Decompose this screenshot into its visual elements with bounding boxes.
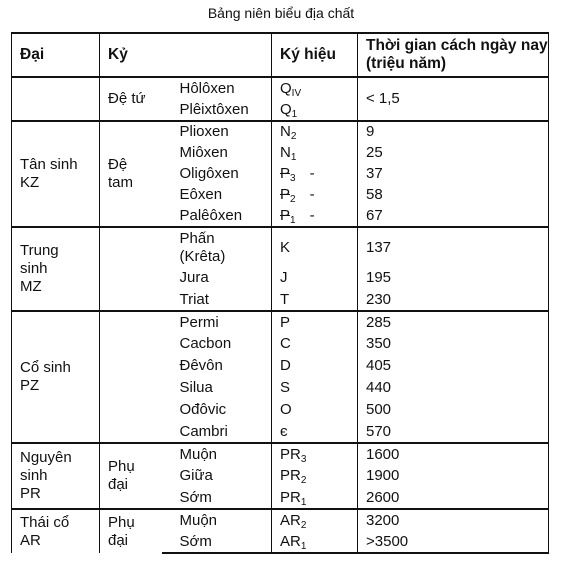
- subperiod-name: Sớm: [179, 532, 212, 550]
- symbol-subscript: 2: [300, 475, 307, 487]
- era-cell: [12, 227, 100, 311]
- symbol-letter: P: [280, 206, 291, 224]
- subperiod-cell: [162, 443, 272, 465]
- time-cell: 1900: [358, 465, 549, 487]
- period-line: Phụ: [108, 513, 135, 531]
- symbol-letter: K: [280, 238, 291, 256]
- subperiod-name: Palêôxen: [179, 206, 243, 224]
- subperiod-cell: [162, 121, 272, 142]
- subperiod-name: Plêixtôxen: [179, 100, 249, 118]
- symbol-subscript: 1: [291, 108, 298, 120]
- symbol-cell: [272, 465, 358, 487]
- subperiod-cell: [162, 421, 272, 443]
- era-line: Thái cổ: [20, 513, 70, 531]
- symbol-cell: [272, 184, 358, 205]
- subperiod-cell: [162, 377, 272, 399]
- subperiod-cell: [162, 142, 272, 163]
- subperiod-cell: [162, 531, 272, 553]
- symbol-subscript: 2: [290, 131, 297, 143]
- symbol-letter: AR: [280, 511, 301, 529]
- symbol-cell: [272, 377, 358, 399]
- period-line: đại: [108, 531, 129, 549]
- symbol-letter: C: [280, 335, 291, 353]
- time-cell: 58: [358, 184, 549, 205]
- subperiod-name: Sớm: [179, 488, 212, 506]
- symbol-cell: [272, 421, 358, 443]
- era-cell: [12, 121, 100, 227]
- symbol-dash: -: [309, 185, 315, 203]
- period-cell: [100, 121, 162, 227]
- era-line: Tân sinh: [20, 156, 78, 174]
- period-cell: [100, 311, 162, 443]
- subperiod-cell: [162, 311, 272, 333]
- table-row: [12, 311, 549, 333]
- symbol-letter: P: [280, 185, 291, 203]
- symbol-letter: PR: [280, 488, 301, 506]
- header-row: [12, 33, 549, 77]
- symbol-letter: P: [280, 313, 291, 331]
- subperiod-name: Cambri: [179, 422, 228, 440]
- period-cell: [100, 509, 162, 553]
- time-cell: >3500: [358, 531, 549, 553]
- table-row: [12, 443, 549, 465]
- period-cell: [100, 77, 162, 121]
- time-cell: 500: [358, 399, 549, 421]
- symbol-subscript: 1: [300, 496, 307, 508]
- symbol-dash: -: [309, 206, 315, 224]
- header-era: Đại: [12, 33, 100, 77]
- symbol-letter: Q: [280, 100, 292, 118]
- symbol-cell: [272, 289, 358, 311]
- symbol-subscript: 1: [290, 214, 296, 226]
- symbol-cell: [272, 443, 358, 465]
- symbol-subscript: IV: [291, 87, 302, 99]
- time-cell: 440: [358, 377, 549, 399]
- symbol-letter: S: [280, 379, 291, 397]
- symbol-cell: [272, 487, 358, 509]
- subperiod-name: Đêvôn: [179, 357, 223, 375]
- table-body: [12, 77, 549, 553]
- symbol-cell: [272, 311, 358, 333]
- symbol-letter: P: [280, 164, 291, 182]
- subperiod-cell: [162, 399, 272, 421]
- symbol-letter: N: [280, 143, 291, 161]
- time-cell: 9: [358, 121, 549, 142]
- header-symbol: Ký hiệu: [272, 33, 358, 77]
- subperiod-name: Eôxen: [179, 185, 223, 203]
- symbol-cell: [272, 99, 358, 121]
- era-line: MZ: [20, 277, 42, 295]
- era-cell: [12, 443, 100, 509]
- subperiod-name: Oligôxen: [179, 164, 239, 182]
- subperiod-cell: [162, 163, 272, 184]
- era-line: KZ: [20, 174, 40, 191]
- subperiod-name: Triat: [179, 290, 209, 308]
- symbol-letter: N: [280, 123, 291, 141]
- time-cell: < 1,5: [358, 77, 549, 121]
- symbol-cell: [272, 163, 358, 184]
- subperiod-cell: [162, 509, 272, 531]
- symbol-dash: -: [309, 164, 315, 182]
- time-cell: 195: [358, 267, 549, 289]
- subperiod-cell: [162, 205, 272, 227]
- period-line: Đệ tứ: [108, 90, 146, 108]
- period-line: Phụ: [108, 458, 135, 476]
- era-line: PR: [20, 484, 41, 502]
- symbol-cell: [272, 77, 358, 99]
- subperiod-name: Phấn: [179, 229, 215, 247]
- subperiod-cell: [162, 333, 272, 355]
- symbol-letter: T: [280, 290, 290, 308]
- subperiod-cell: [162, 184, 272, 205]
- time-cell: 570: [358, 421, 549, 443]
- subperiod-name: Permi: [179, 313, 219, 331]
- symbol-letter: J: [280, 269, 288, 287]
- period-line: tam: [108, 174, 134, 191]
- era-cell: [12, 311, 100, 443]
- symbol-subscript: 1: [300, 540, 307, 552]
- symbol-cell: [272, 267, 358, 289]
- symbol-cell: [272, 531, 358, 553]
- subperiod-name: Ođôvic: [179, 401, 227, 419]
- header-time: Thời gian cách ngày nay (triệu năm): [358, 33, 549, 77]
- geologic-time-table: [11, 32, 549, 554]
- subperiod-cell: [162, 465, 272, 487]
- era-line: Nguyên: [20, 449, 72, 467]
- subperiod-cell: [162, 227, 272, 267]
- symbol-subscript: 2: [290, 193, 296, 205]
- time-cell: 1600: [358, 443, 549, 465]
- header-period: Kỷ: [100, 33, 272, 77]
- subperiod-name: Silua: [179, 379, 213, 397]
- era-line: sinh: [20, 260, 48, 278]
- time-cell: 350: [358, 333, 549, 355]
- symbol-letter: O: [280, 401, 292, 419]
- symbol-subscript: 1: [290, 151, 297, 163]
- subperiod-name: Muộn: [179, 511, 218, 529]
- era-line: sinh: [20, 467, 48, 485]
- time-cell: 25: [358, 142, 549, 163]
- time-cell: 285: [358, 311, 549, 333]
- period-cell: [100, 227, 162, 311]
- subperiod-name: Plioxen: [179, 123, 229, 141]
- period-cell: [100, 443, 162, 509]
- table-row: [12, 121, 549, 142]
- time-cell: 37: [358, 163, 549, 184]
- subperiod-cell: [162, 99, 272, 121]
- symbol-cell: [272, 205, 358, 227]
- symbol-cell: [272, 142, 358, 163]
- period-line: đại: [108, 476, 129, 493]
- era-line: Trung: [20, 242, 59, 260]
- time-cell: 137: [358, 227, 549, 267]
- symbol-letter: D: [280, 357, 291, 375]
- symbol-cell: [272, 355, 358, 377]
- symbol-letter: є: [280, 422, 288, 440]
- subperiod-name: Giữa: [179, 467, 213, 485]
- era-line: AR: [20, 531, 41, 549]
- symbol-cell: [272, 121, 358, 142]
- subperiod-cell: [162, 267, 272, 289]
- era-cell: [12, 509, 100, 553]
- subperiod-name: Miôxen: [179, 143, 228, 161]
- time-cell: 2600: [358, 487, 549, 509]
- subperiod-cell: [162, 355, 272, 377]
- symbol-subscript: 2: [300, 519, 307, 531]
- symbol-cell: [272, 509, 358, 531]
- era-cell: [12, 77, 100, 121]
- time-cell: 3200: [358, 509, 549, 531]
- subperiod-cell: [162, 487, 272, 509]
- time-cell: 67: [358, 205, 549, 227]
- subperiod-name: Cacbon: [179, 335, 232, 353]
- table-row: [12, 77, 549, 99]
- time-cell: 230: [358, 289, 549, 311]
- period-line: Đệ: [108, 156, 128, 174]
- subperiod-cell: [162, 289, 272, 311]
- time-cell: 405: [358, 355, 549, 377]
- subperiod-name: Muộn: [179, 445, 218, 463]
- symbol-letter: Q: [280, 79, 292, 97]
- symbol-cell: [272, 333, 358, 355]
- symbol-letter: PR: [280, 445, 301, 463]
- subperiod-name: Hôlôxen: [179, 79, 235, 97]
- symbol-letter: AR: [280, 532, 301, 550]
- table-row: [12, 509, 549, 531]
- subperiod-cell: [162, 77, 272, 99]
- symbol-letter: PR: [280, 467, 301, 485]
- symbol-cell: [272, 399, 358, 421]
- symbol-subscript: 3: [290, 172, 296, 184]
- symbol-subscript: 3: [300, 453, 307, 465]
- subperiod-name: Jura: [179, 269, 209, 287]
- era-line: PZ: [20, 377, 40, 394]
- table-caption: Bảng niên biểu địa chất: [207, 5, 355, 21]
- era-line: Cổ sinh: [20, 359, 71, 377]
- table-row: [12, 227, 549, 267]
- symbol-cell: [272, 227, 358, 267]
- subperiod-name-extra: (Krêta): [179, 247, 226, 265]
